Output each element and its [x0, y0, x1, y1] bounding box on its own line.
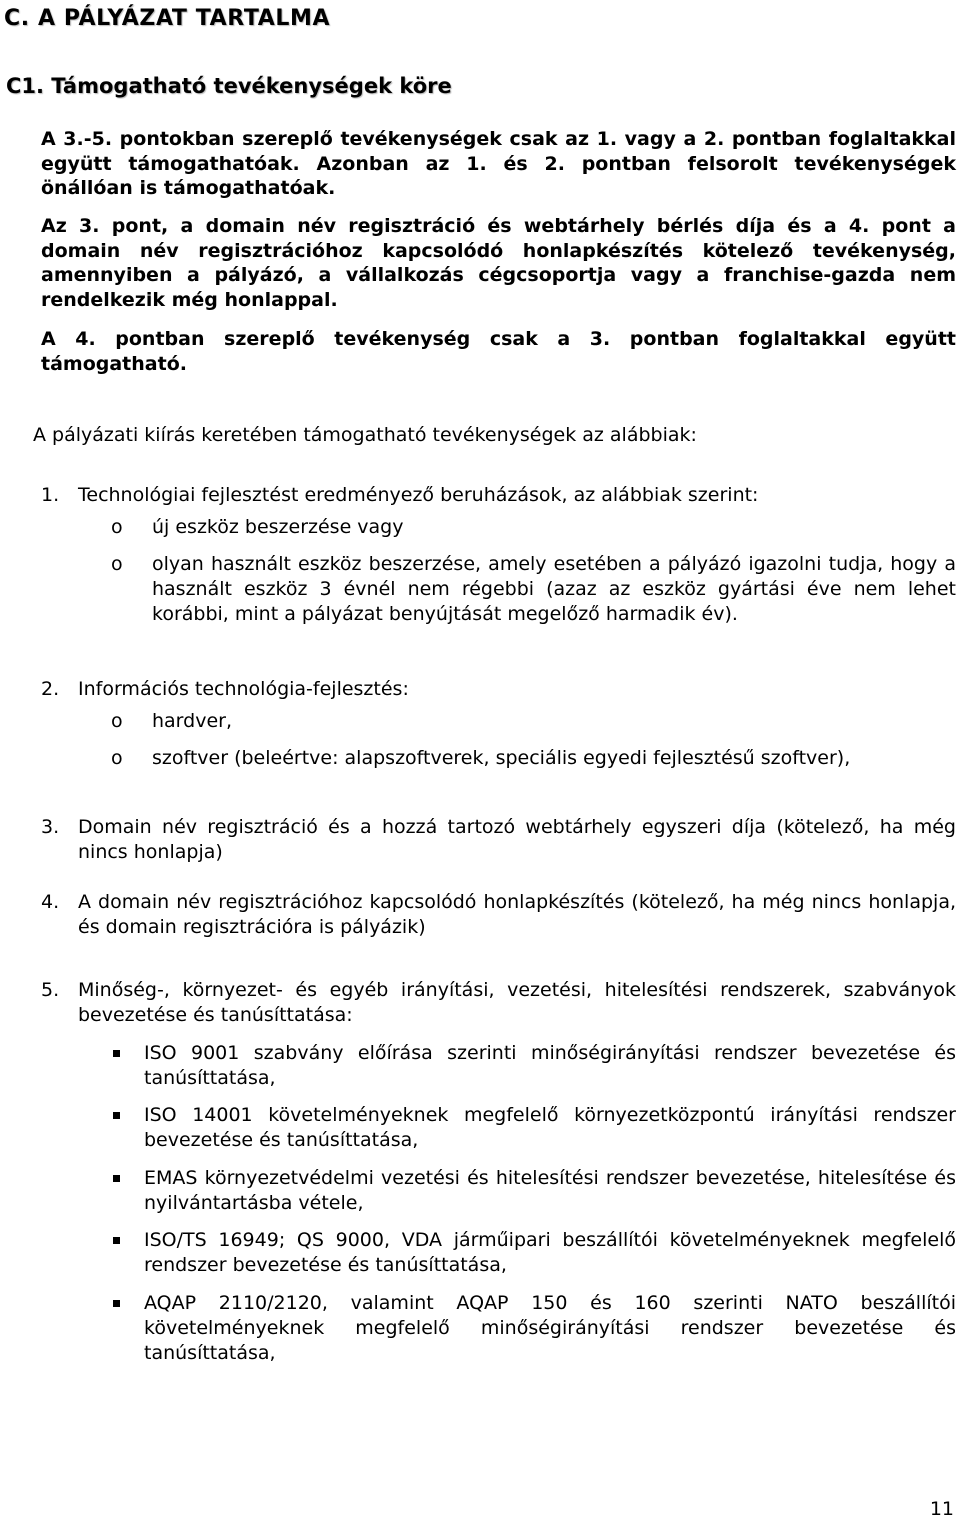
list-item-text: Információs technológia-fejlesztés:	[78, 678, 409, 700]
list-number: 5.	[41, 979, 60, 1001]
list-item-text: Minőség-, környezet- és egyéb irányítási, vezetési, hitelesítési rendszerek, szabványok bevezetése és tanúsíttatása:	[78, 979, 956, 1026]
square-bullet-item	[112, 1103, 956, 1153]
sub-item-text: hardver,	[152, 710, 233, 732]
list-item-5	[41, 978, 956, 1028]
list-item-3	[41, 815, 956, 865]
sub-item	[111, 746, 956, 771]
square-bullet-item	[112, 1041, 956, 1091]
bullet-item-text: ISO 14001 követelményeknek megfelelő környezetközpontú irányítási rendszer bevezetése és tanúsíttatása,	[144, 1104, 956, 1151]
bullet-item-text: ISO/TS 16949; QS 9000, VDA járműipari beszállítói követelményeknek megfelelő rendszer bevezetése és tanúsíttatása,	[144, 1229, 956, 1276]
intro-paragraph-2: Az 3. pont, a domain név regisztráció és webtárhely bérlés díja és a 4. pont a domain név regisztrációhoz kapcsolódó honlapkészítés kötelező tevékenység, amennyiben a pályázó, a vállalkozás cégcsoportja vagy a franchise-gazda nem rendelkezik még honlappal.	[41, 215, 956, 311]
sub-item	[111, 552, 956, 627]
list-item-4	[41, 890, 956, 940]
list-item-1	[41, 483, 956, 508]
bullet-item-text: ISO 9001 szabvány előírása szerinti minőségirányítási rendszer bevezetése és tanúsíttatása,	[144, 1042, 956, 1089]
square-bullet-icon	[113, 1175, 120, 1182]
square-bullet-icon	[113, 1112, 120, 1119]
square-bullet-item	[112, 1228, 956, 1278]
list-item-text: Domain név regisztráció és a hozzá tartozó webtárhely egyszeri díja (kötelező, ha még nincs honlapja)	[78, 816, 956, 863]
circle-bullet-icon: o	[111, 516, 123, 538]
list-number: 3.	[41, 816, 60, 838]
circle-bullet-icon: o	[111, 747, 123, 769]
square-bullet-icon	[113, 1050, 120, 1057]
list-number: 1.	[41, 484, 60, 506]
sub-item	[111, 709, 956, 734]
subsection-heading: C1. Támogatható tevékenységek köre	[6, 74, 452, 98]
circle-bullet-icon: o	[111, 553, 123, 575]
square-bullet-item	[112, 1291, 956, 1366]
bullet-item-text: AQAP 2110/2120, valamint AQAP 150 és 160 szerinti NATO beszállítói követelményeknek megfelelő minőségirányítási rendszer bevezetése és tanúsíttatása,	[144, 1292, 956, 1364]
section-heading: C. A PÁLYÁZAT TARTALMA	[4, 6, 331, 31]
list-item-2	[41, 677, 956, 702]
lead-paragraph: A pályázati kiírás keretében támogatható tevékenységek az alábbiak:	[33, 424, 697, 446]
square-bullet-icon	[113, 1237, 120, 1244]
bullet-item-text: EMAS környezetvédelmi vezetési és hitelesítési rendszer bevezetése, hitelesítése és nyilvántartásba vétele,	[144, 1167, 956, 1214]
sub-item	[111, 515, 956, 540]
intro-paragraph-1: A 3.-5. pontokban szereplő tevékenységek csak az 1. vagy a 2. pontban foglaltakkal együtt támogathatóak. Azonban az 1. és 2. pontban felsorolt tevékenységek önállóan is támogathatóak.	[41, 128, 956, 199]
square-bullet-item	[112, 1166, 956, 1216]
sub-item-text: új eszköz beszerzése vagy	[152, 516, 404, 538]
list-item-text: A domain név regisztrációhoz kapcsolódó honlapkészítés (kötelező, ha még nincs honlapja, és domain regisztrációra is pályázik)	[78, 891, 956, 938]
list-number: 2.	[41, 678, 60, 700]
circle-bullet-icon: o	[111, 710, 123, 732]
page-number: 11	[929, 1498, 954, 1520]
list-item-text: Technológiai fejlesztést eredményező beruházások, az alábbiak szerint:	[78, 484, 759, 506]
sub-item-text: szoftver (beleértve: alapszoftverek, speciális egyedi fejlesztésű szoftver),	[152, 747, 851, 769]
sub-item-text: olyan használt eszköz beszerzése, amely esetében a pályázó igazolni tudja, hogy a használt eszköz 3 évnél nem régebbi (azaz az eszköz gyártási éve nem lehet korábbi, mint a pályázat benyújtását megelőző harmadik év).	[152, 553, 956, 625]
list-number: 4.	[41, 891, 60, 913]
intro-paragraph-3: A 4. pontban szereplő tevékenység csak a 3. pontban foglaltakkal együtt támogatható.	[41, 328, 956, 375]
square-bullet-icon	[113, 1300, 120, 1307]
